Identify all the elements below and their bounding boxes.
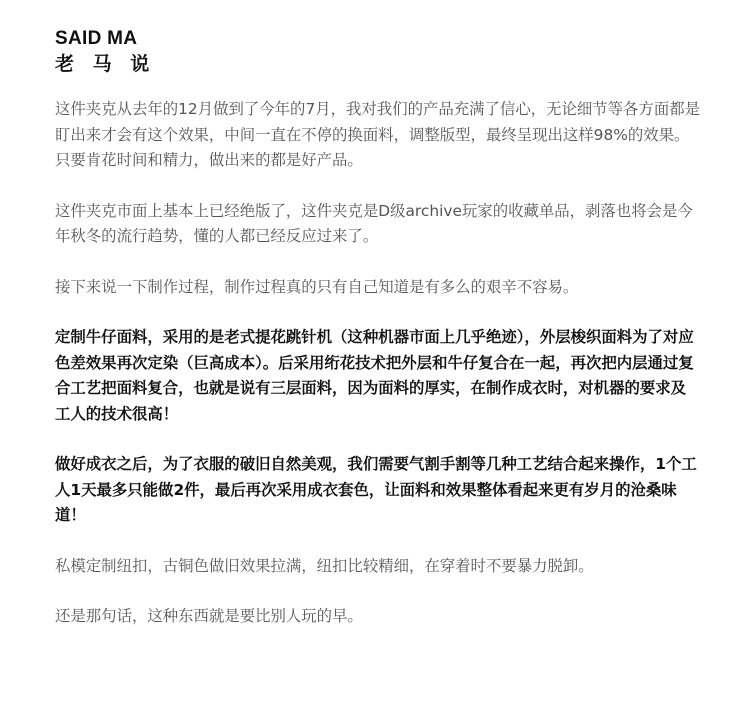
brand-name-english: SAID MA (55, 28, 138, 49)
article (55, 28, 700, 630)
distressing-paragraph: 做好成衣之后，为了衣服的破旧自然美观，我们需要气割手割等几种工艺结合起来操作，1个工人1天最多只能做2件，最后再次采用成衣套色，让面料和效果整体看起来更有岁月的沧桑味道！ (55, 455, 697, 524)
closing-paragraph: 还是那句话，这种东西就是要比别人玩的早。 (55, 607, 363, 625)
process-intro-paragraph: 接下来说一下制作过程，制作过程真的只有自己知道是有多么的艰辛不容易。 (55, 277, 579, 296)
fabric-paragraph: 定制牛仔面料，采用的是老式提花跳针机（这种机器市面上几乎绝迹），外层梭织面料为了对应色差效果再次定染（巨高成本）。后采用绗花技术把外层和牛仔复合在一起，再次把内层通过复合工艺把面料复合，也就是说有三层面料，因为面料的厚实，在制作成衣时，对机器的要求及工人的技术很高！ (55, 328, 694, 423)
brand-name-chinese: 老 马 说 (55, 53, 156, 75)
intro-paragraph: 这件夹克从去年的12月做到了今年的7月，我对我们的产品充满了信心，无论细节等各方面都是盯出来才会有这个效果，中间一直在不停的换面料，调整版型，最终呈现出这样98%的效果。只要肯花时间和精力，做出来的都是好产品。 (55, 100, 701, 169)
rarity-paragraph: 这件夹克市面上基本上已经绝版了，这件夹克是D级archive玩家的收藏单品，剥落也将会是今年秋冬的流行趋势，懂的人都已经反应过来了。 (55, 201, 693, 245)
buttons-paragraph: 私模定制纽扣，古铜色做旧效果拉满，纽扣比较精细，在穿着时不要暴力脱卸。 (55, 556, 594, 575)
